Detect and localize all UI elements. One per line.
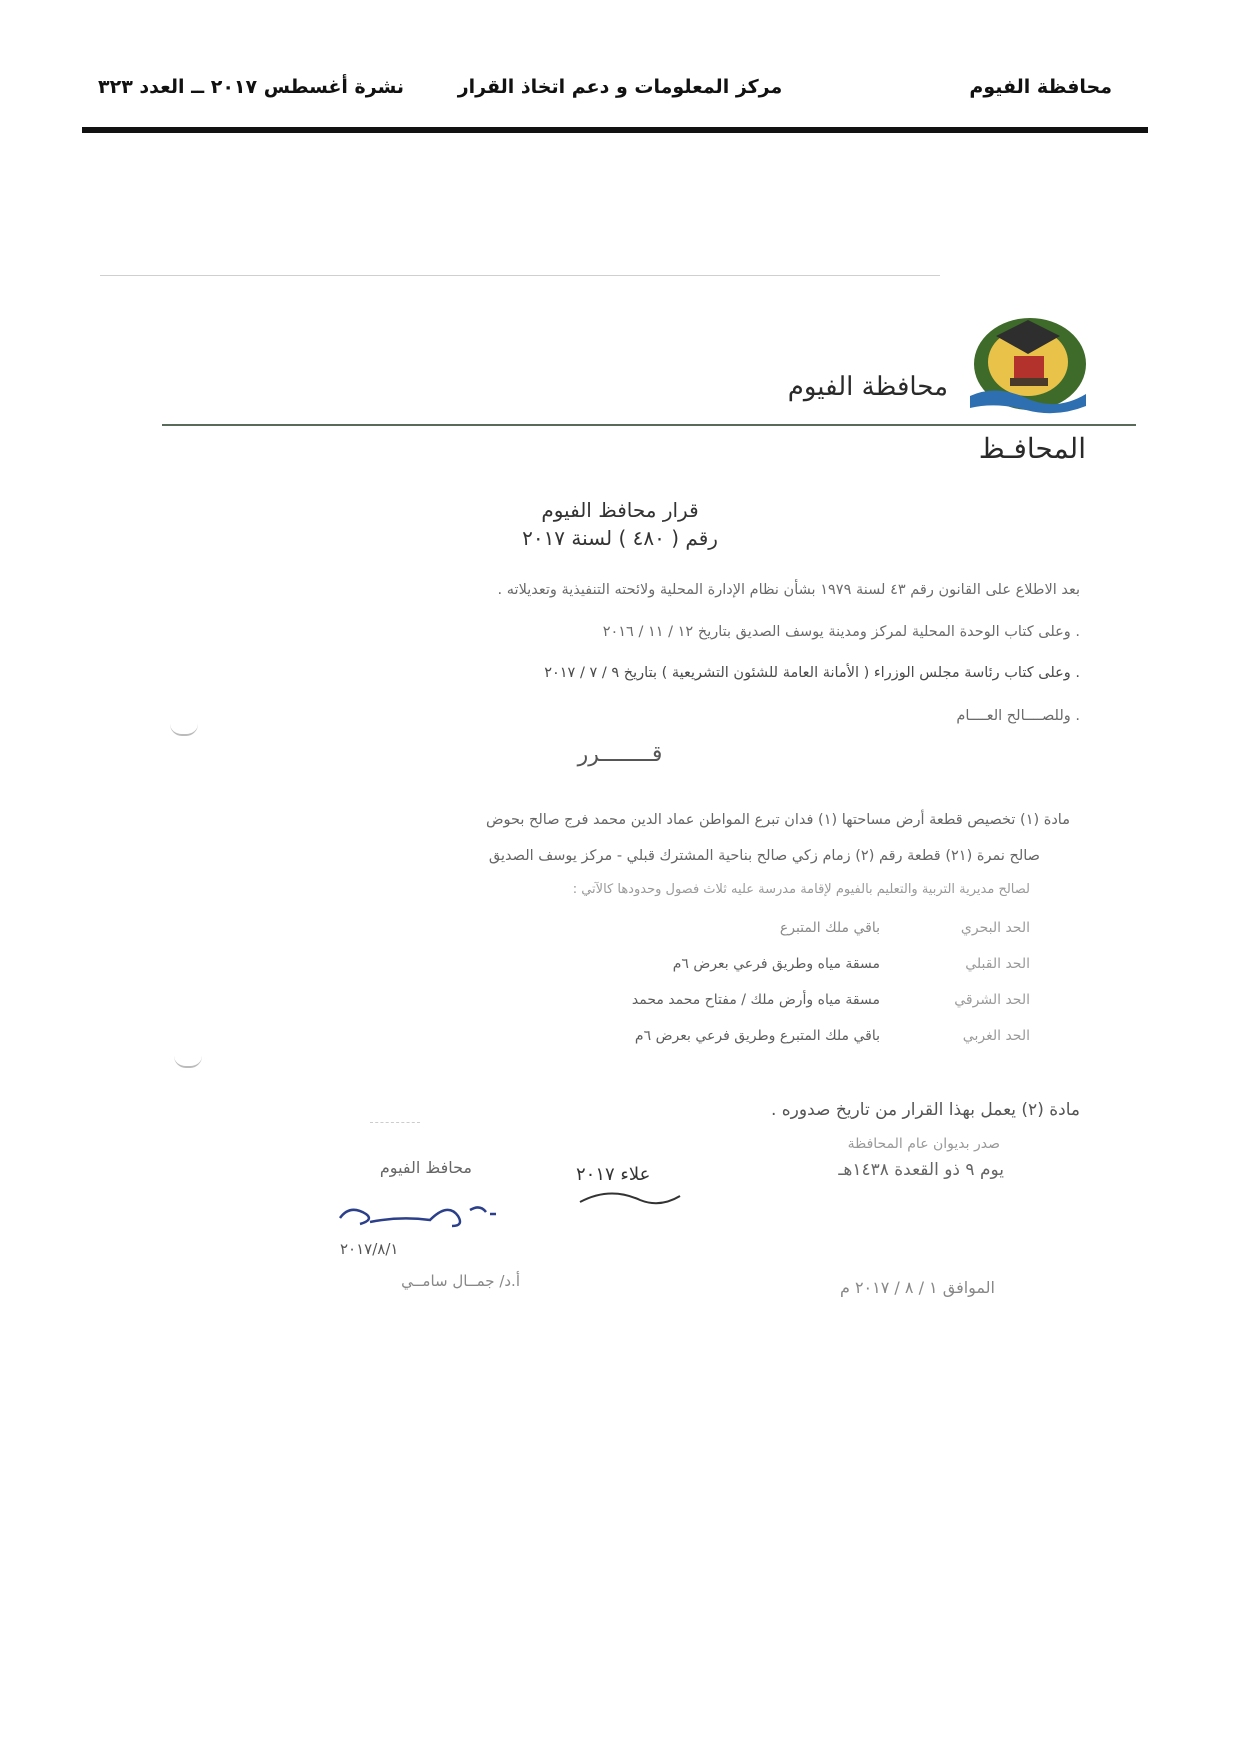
boundary-value: مسقة مياه وطريق فرعي بعرض ٦م — [672, 956, 880, 972]
article-2: مادة (٢) يعمل بهذا القرار من تاريخ صدوره . — [770, 1100, 1080, 1120]
governor-title: محافظ الفيوم — [379, 1158, 472, 1177]
boundary-value: مسقة مياه وأرض ملك / مفتاح محمد محمد — [631, 992, 880, 1008]
letterhead-rule — [162, 424, 1136, 426]
article-1-line: صالح نمرة (٢١) قطعة رقم (٢) زمام زكي صالح بناحية المشترك قبلي - مركز يوسف الصديق — [488, 848, 1040, 864]
svg-text:علاء ٢٠١٧: علاء ٢٠١٧ — [576, 1164, 651, 1185]
letterhead-office: المحافـظ — [978, 432, 1086, 465]
boundary-label: الحد القبلي — [965, 956, 1030, 972]
governor-name: أ.د/ جمــال سامــي — [401, 1272, 520, 1290]
scan-edge-line — [100, 275, 940, 276]
governor-signature-icon — [330, 1196, 520, 1238]
letterhead-governorate: محافظة الفيوم — [787, 372, 948, 402]
signature-date: ٢٠١٧/٨/١ — [340, 1240, 399, 1258]
issued-hijri-date: يوم ٩ ذو القعدة ١٤٣٨هـ — [838, 1160, 1004, 1180]
boundary-label: الحد الشرقي — [954, 992, 1030, 1008]
scan-mark — [170, 724, 198, 736]
governorate-emblem-icon — [966, 314, 1090, 418]
boundary-label: الحد البحري — [960, 920, 1030, 936]
preamble-line: بعد الاطلاع على القانون رقم ٤٣ لسنة ١٩٧٩ بشأن نظام الإدارة المحلية ولائحته التنفيذية وتعديلاته . — [497, 582, 1080, 598]
decided-heading: قــــــــرر — [577, 742, 663, 767]
boundary-value: باقي ملك المتبرع — [779, 920, 880, 936]
preamble-line: . وعلى كتاب رئاسة مجلس الوزراء ( الأمانة العامة للشئون التشريعية ) بتاريخ ٩ / ٧ / ٢٠١٧ — [544, 665, 1080, 681]
preamble-line: . وللصــــالح العــــام — [956, 708, 1080, 724]
decree-title: قرار محافظ الفيوم — [541, 498, 699, 522]
initial-signature-icon — [570, 1156, 700, 1216]
article-1-line: لصالح مديرية التربية والتعليم بالفيوم لإقامة مدرسة عليه ثلاث فصول وحدودها كالآتي : — [572, 882, 1030, 897]
issued-gregorian-date: الموافق ١ / ٨ / ٢٠١٧ م — [839, 1278, 995, 1297]
header-rule — [82, 127, 1148, 133]
boundary-value: باقي ملك المتبرع وطريق فرعي بعرض ٦م — [634, 1028, 880, 1044]
issued-at: صدر بديوان عام المحافظة — [847, 1136, 1000, 1152]
scan-mark — [370, 1120, 420, 1123]
preamble-line: . وعلى كتاب الوحدة المحلية لمركز ومدينة يوسف الصديق بتاريخ ١٢ / ١١ / ٢٠١٦ — [602, 624, 1080, 640]
scan-mark — [174, 1056, 202, 1068]
boundary-label: الحد الغربي — [962, 1028, 1030, 1044]
header-governorate: محافظة الفيوم — [969, 76, 1112, 98]
article-1-line: مادة (١) تخصيص قطعة أرض مساحتها (١) فدان تبرع المواطن عماد الدين محمد فرج صالح بحوض — [485, 812, 1070, 828]
header-center-name: مركز المعلومات و دعم اتخاذ القرار — [457, 76, 783, 98]
decree-number: رقم ( ٤٨٠ ) لسنة ٢٠١٧ — [522, 526, 718, 550]
header-issue: نشرة أغسطس ٢٠١٧ ــ العدد ٣٢٣ — [98, 76, 405, 98]
